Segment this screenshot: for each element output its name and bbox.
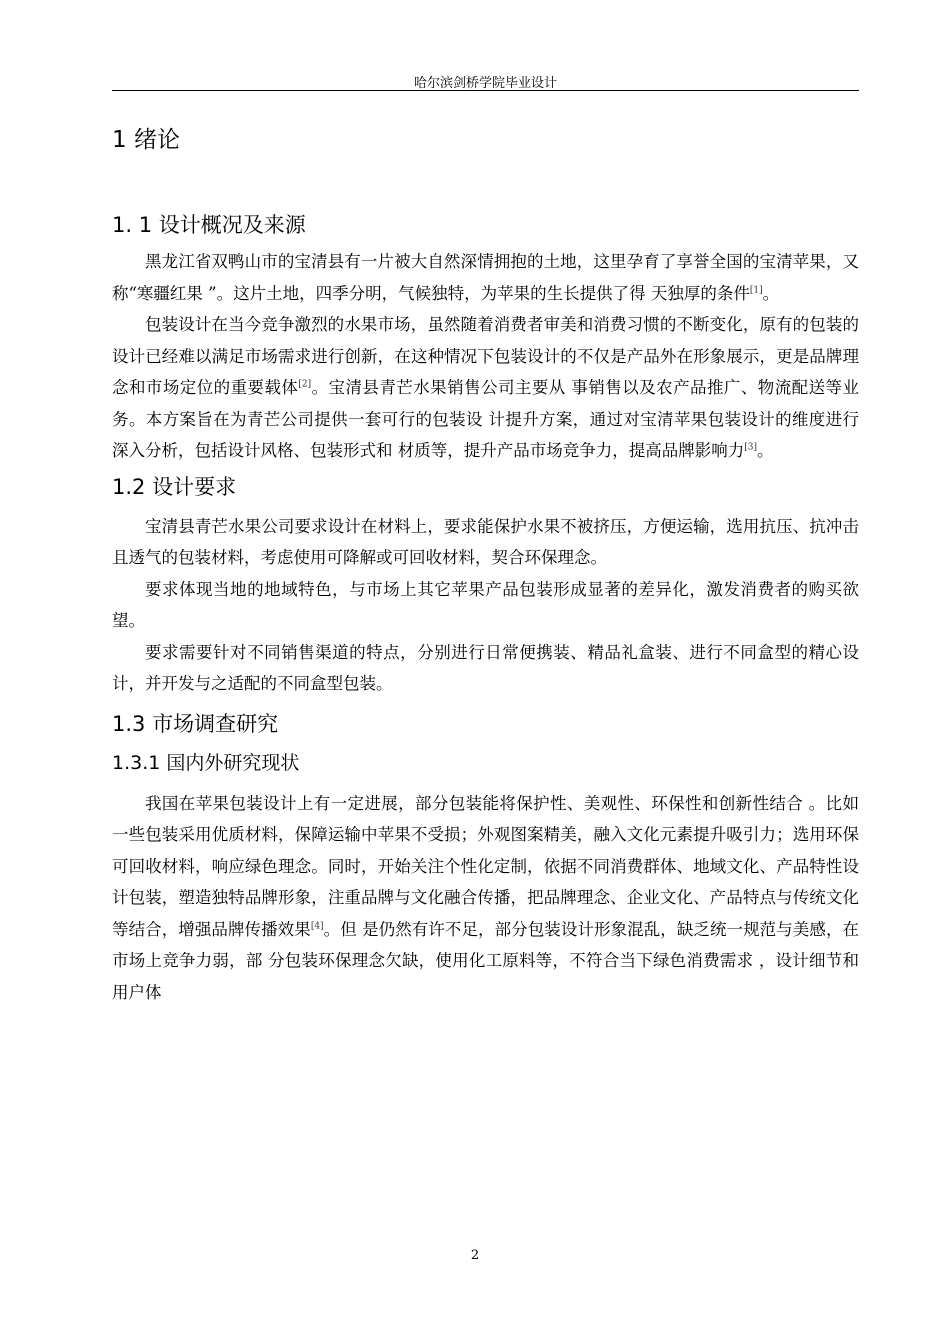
subsection-title-1-3-1: 1.3.1 国内外研究现状 bbox=[112, 751, 300, 774]
paragraph-text: 。宝清县青芒水果销售公司主要从 事销售以及农产品推广、物流配送等业务。本方案旨在为青芒公司提供一套可行的包装设 计提升方案，通过对宝清苹果包装设计的维度进行深入分析，包括设计风格、包装形式和 材质等，提升产品市场竞争力，提高品牌影响力 bbox=[112, 378, 859, 460]
paragraph-tail: 。 bbox=[762, 283, 780, 303]
paragraph-1-2-a: 宝清县青芒水果公司要求设计在材料上，要求能保护水果不被挤压，方便运输，选用抗压、抗冲击且透气的包装材料，考虑使用可降解或可回收材料，契合环保理念。 bbox=[112, 516, 859, 567]
paragraph-text: 。但 是仍然有许不足，部分包装设计形象混乱，缺乏统一规范与美感，在市场上竞争力弱，部 分包装环保理念欠缺，使用化工原料等，不符合当下绿色消费需求 ，设计细节和用户体 bbox=[112, 919, 860, 1002]
paragraph-tail: 。 bbox=[757, 441, 774, 460]
citation: [1] bbox=[749, 285, 763, 295]
section-title-1-3: 1.3 市场调查研究 bbox=[112, 711, 279, 736]
paragraph-1-1-a bbox=[112, 246, 859, 309]
page-number: 2 bbox=[470, 1248, 480, 1263]
page-body bbox=[112, 120, 859, 1008]
citation: [4] bbox=[310, 921, 324, 931]
running-header: 哈尔滨剑桥学院毕业设计 bbox=[413, 76, 557, 91]
citation: [3] bbox=[744, 442, 757, 453]
paragraph-1-2-b: 要求体现当地的地域特色，与市场上其它苹果产品包装形成显著的差异化，激发消费者的购买欲望。 bbox=[112, 579, 859, 630]
citation: [2] bbox=[298, 379, 312, 390]
paragraph-text: 我国在苹果包装设计上有一定进展，部分包装能将保护性、美观性、环保性和创新性结合 。比如一些包装采用优质材料，保障运输中苹果不受损；外观图案精美，融入文化元素提升吸引力；选用环保可回收材料，响应绿色理念。同时，开始关注个性化定制，依据不同消费群体、地域文化、产品特性设计包装，塑造独特品牌形象，注重品牌与文化融合传播，把品牌理念、企业文化、产品特点与传统文化等结合，增强品牌传播效果 bbox=[112, 793, 859, 939]
section-title-1-2: 1.2 设计要求 bbox=[112, 474, 237, 499]
header-divider bbox=[112, 90, 859, 91]
section-title-1-1: 1. 1 设计概况及来源 bbox=[112, 213, 306, 237]
paragraph-text: 黑龙江省双鸭山市的宝清县有一片被大自然深情拥抱的土地，这里孕育了享誉全国的宝清苹果，又称“寒疆红果 ”。这片土地，四季分明，气候独特，为苹果的生长提供了得 天独厚的条件 bbox=[112, 252, 859, 303]
paragraph-1-3-1-a bbox=[112, 788, 859, 1009]
paragraph-1-1-b bbox=[112, 309, 859, 467]
paragraph-1-2-c: 要求需要针对不同销售渠道的特点，分别进行日常便携装、精品礼盒装、进行不同盒型的精心设计，并开发与之适配的不同盒型包装。 bbox=[112, 642, 859, 693]
paragraph-text: 包装设计在当今竞争激烈的水果市场，虽然随着消费者审美和消费习惯的不断变化，原有的包装的设计已经难以满足市场需求进行创新，在这种情况下包装设计的不仅是产品外在形象展示，更是品牌理念和市场定位的重要载体 bbox=[112, 315, 859, 397]
chapter-title: 1 绪论 bbox=[112, 127, 180, 153]
